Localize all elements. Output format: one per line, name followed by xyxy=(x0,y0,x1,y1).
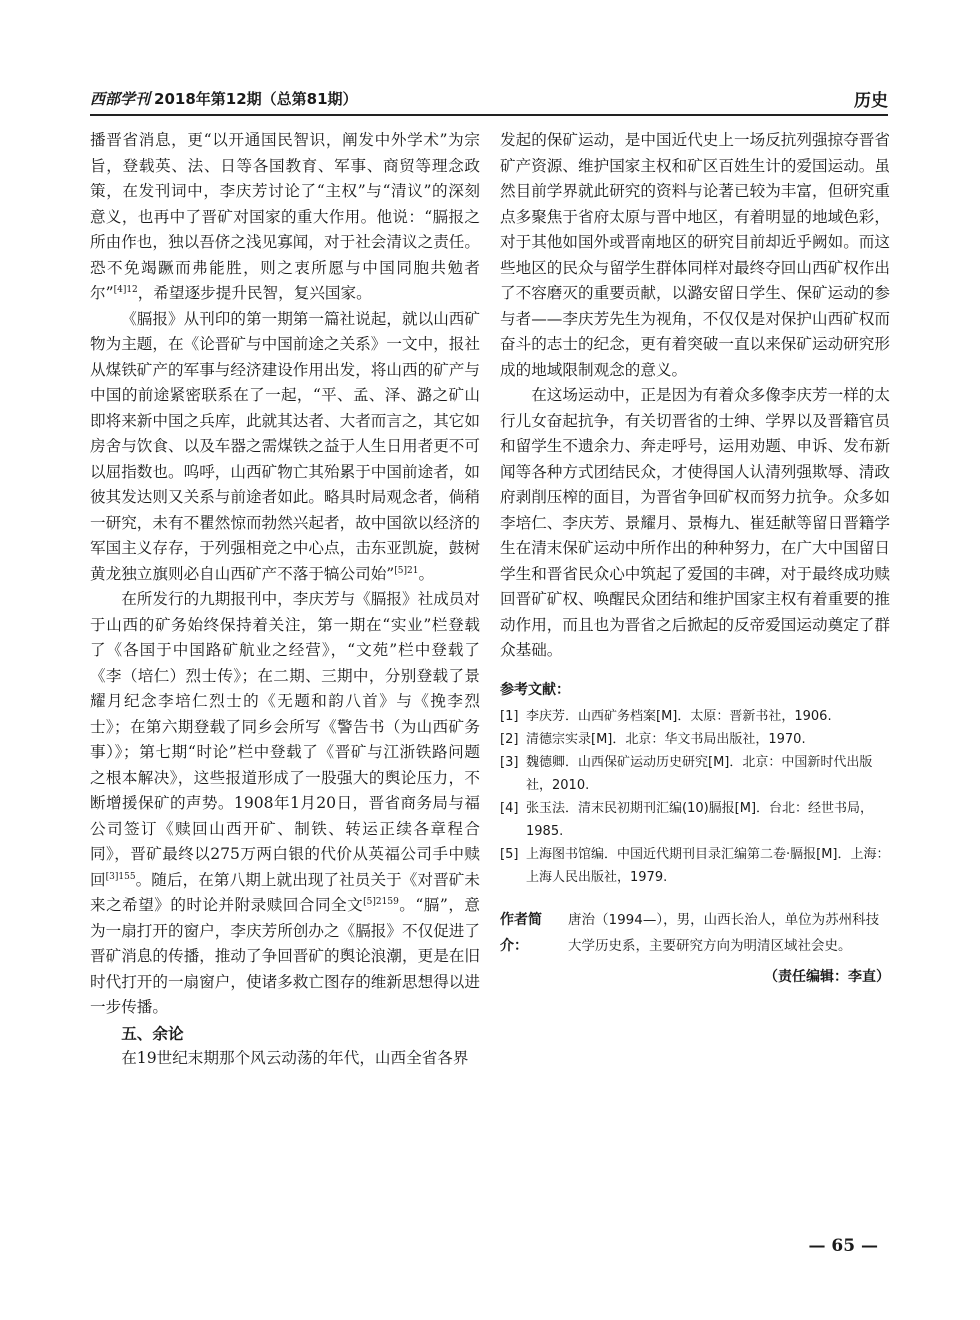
reference-item xyxy=(500,705,890,728)
citation: [3]155 xyxy=(105,871,136,882)
paragraph xyxy=(90,128,480,307)
author-label: 作者简介： xyxy=(500,912,542,954)
citation: [5]2159 xyxy=(363,896,399,907)
paragraph: 发起的保矿运动，是中国近代史上一场反抗列强掠夺晋省矿产资源、维护国家主权和矿区百姓生计的爱国运动。虽然目前学界就此研究的资料与论著已较为丰富，但研究重点多聚焦于省府太原与晋中地区，有着明显的地域色彩，对于其他如国外或晋南地区的研究目前却近乎阙如。而这些地区的民众与留学生群体同样对最终夺回山西矿权作出了不容磨灭的重要贡献，以潞安留日学生、保矿运动的参与者——李庆芳先生为视角，不仅仅是对保护山西矿权而奋斗的志士的纪念，更有着突破一直以来保矿运动研究形成的地域限制观念的意义。 xyxy=(500,131,890,379)
paragraph-text: ，希望逐步提升民智，复兴国家。 xyxy=(137,284,372,302)
paragraph xyxy=(90,587,480,1021)
journal-issue: 2018年第12期（总第81期） xyxy=(154,90,358,108)
reference-text: 李庆芳．山西矿务档案[M]．太原：晋新书社，1906. xyxy=(526,709,832,724)
reference-number: [2] xyxy=(500,732,519,747)
right-column xyxy=(500,128,890,991)
citation: [5]21 xyxy=(394,565,419,576)
reference-number: [3] xyxy=(500,755,519,770)
reference-number: [5] xyxy=(500,847,519,862)
paragraph-text: 。 xyxy=(418,564,435,583)
reference-number: [1] xyxy=(500,709,519,724)
journal-info xyxy=(90,88,358,109)
section-tag: 历史 xyxy=(854,91,888,111)
author-text: 唐治（1994—），男，山西长治人，单位为苏州科技大学历史系，主要研究方向为明清区域社会史。 xyxy=(568,912,880,954)
paragraph xyxy=(90,307,480,588)
journal-name: 西部学刊 xyxy=(90,90,151,108)
header-divider xyxy=(90,114,888,116)
reference-item xyxy=(500,797,890,843)
paragraph-text: 《膈报》从刊印的第一期第一篇社说起，就以山西矿物为主题，在《论晋矿与中国前途之关系》一文中，报社从煤铁矿产的军事与经济建设作用出发，将山西的矿产与中国的前途紧密联系在了一起，“平、孟、泽、潞之矿山即将来新中国之兵库，此就其达者、大者而言之，其它如房舍与饮食、以及车器之需煤铁之益于人生日用者更不可以屈指数也。呜呼，山西矿物亡其殆累于中国前途者，如彼其发达则又关系与前途者如此。略具时局观念者，倘稍一研究，未有不瞿然惊而勃然兴起者，故中国欲以经济的军国主义存存，于列强相竞之中心点，击东亚凯旋，鼓树黄龙独立旗则必自山西矿产不落于犒公司始” xyxy=(90,309,480,583)
paragraph-text: 播晋省消息，更“以开通国民智识，阐发中外学术”为宗旨，登载英、法、日等各国教育、军事、商贸等理念政策，在发刊词中，李庆芳讨论了“主权”与“清议”的深刻意义，也再中了晋矿对国家的重大作用。他说：“膈报之所由作也，独以吾侪之浅见寡闻，对于社会清议之责任。恐不免竭蹶而弗能胜，则之衷所愿与中国同胞共勉者尔” xyxy=(90,131,480,302)
reference-item xyxy=(500,728,890,751)
citation: [4]12 xyxy=(113,284,138,295)
reference-text: 魏德卿．山西保矿运动历史研究[M]．北京：中国新时代出版社，2010. xyxy=(526,755,873,793)
page-number: — 65 — xyxy=(808,1236,878,1256)
references-title: 参考文献： xyxy=(500,681,570,698)
reference-item xyxy=(500,751,890,797)
reference-text: 上海图书馆编．中国近代期刊目录汇编第二卷·膈报[M]．上海：上海人民出版社，1979. xyxy=(526,847,890,885)
paragraph: 在19世纪末期那个风云动荡的年代，山西全省各界 xyxy=(121,1049,469,1067)
section-heading: 五、余论 xyxy=(121,1023,184,1043)
page-header xyxy=(90,86,888,112)
references-list xyxy=(500,705,890,889)
paragraph: 在这场运动中，正是因为有着众多像李庆芳一样的太行儿女奋起抗争，有关切晋省的士绅、学界以及晋籍官员和留学生不遗余力、奔走呼号，运用劝题、申诉、发布新闻等各种方式团结民众，才使得国人认清列强欺辱、清政府剥削压榨的面目，为晋省争回矿权而努力抗争。众多如李培仁、李庆芳、景耀月、景梅九、崔廷献等留日晋籍学生在清末保矿运动中所作出的种种努力，在广大中国留日学生和晋省民众心中筑起了爱国的丰碑，对于最终成功赎回晋矿矿权、唤醒民众团结和维护国家主权有着重要的推动作用，而且也为晋省之后掀起的反帝爱国运动奠定了群众基础。 xyxy=(500,386,890,659)
left-column xyxy=(90,128,480,1072)
responsible-editor: （责任编辑：李直） xyxy=(764,969,890,985)
reference-number: [4] xyxy=(500,801,519,816)
author-bio xyxy=(500,907,890,959)
paragraph-text: 。随后，在第八期上就出现了社员关于《对晋矿未来之希望》的时论并附录赎回合同全文 xyxy=(90,870,480,914)
reference-text: 清德宗实录[M]．北京：华文书局出版社，1970. xyxy=(526,732,806,747)
reference-item xyxy=(500,843,890,889)
reference-text: 张玉法．清末民初期刊汇编(10)膈报[M]．台北：经世书局，1985. xyxy=(526,801,874,839)
paragraph-text: 。“膈”，意为一扇打开的窗户，李庆芳所创办之《膈报》不仅促进了晋矿消息的传播，推动了争回晋矿的舆论浪潮，更是在旧时代打开的一扇窗户，使诸多救亡图存的维新思想得以进一步传播。 xyxy=(90,896,480,1016)
paragraph-text: 在所发行的九期报刊中，李庆芳与《膈报》社成员对于山西的矿务始终保持着关注，第一期在“实业”栏登载了《各国于中国路矿航业之经营》，“文苑”栏中登载了《李（培仁）烈士传》；在二期、三期中，分别登载了景耀月纪念李培仁烈士的《无题和韵八首》与《挽李烈士》；在第六期登载了同乡会所写《警告书（为山西矿务事）》；第七期“时论”栏中登载了《晋矿与江浙铁路问题之根本解决》，这些报道形成了一股强大的舆论压力，不断增援保矿的声势。1908年1月20日，晋省商务局与福公司签订《赎回山西开矿、制铁、转运正续各章程合同》，晋矿最终以275万两白银的代价从英福公司手中赎回 xyxy=(90,590,480,889)
